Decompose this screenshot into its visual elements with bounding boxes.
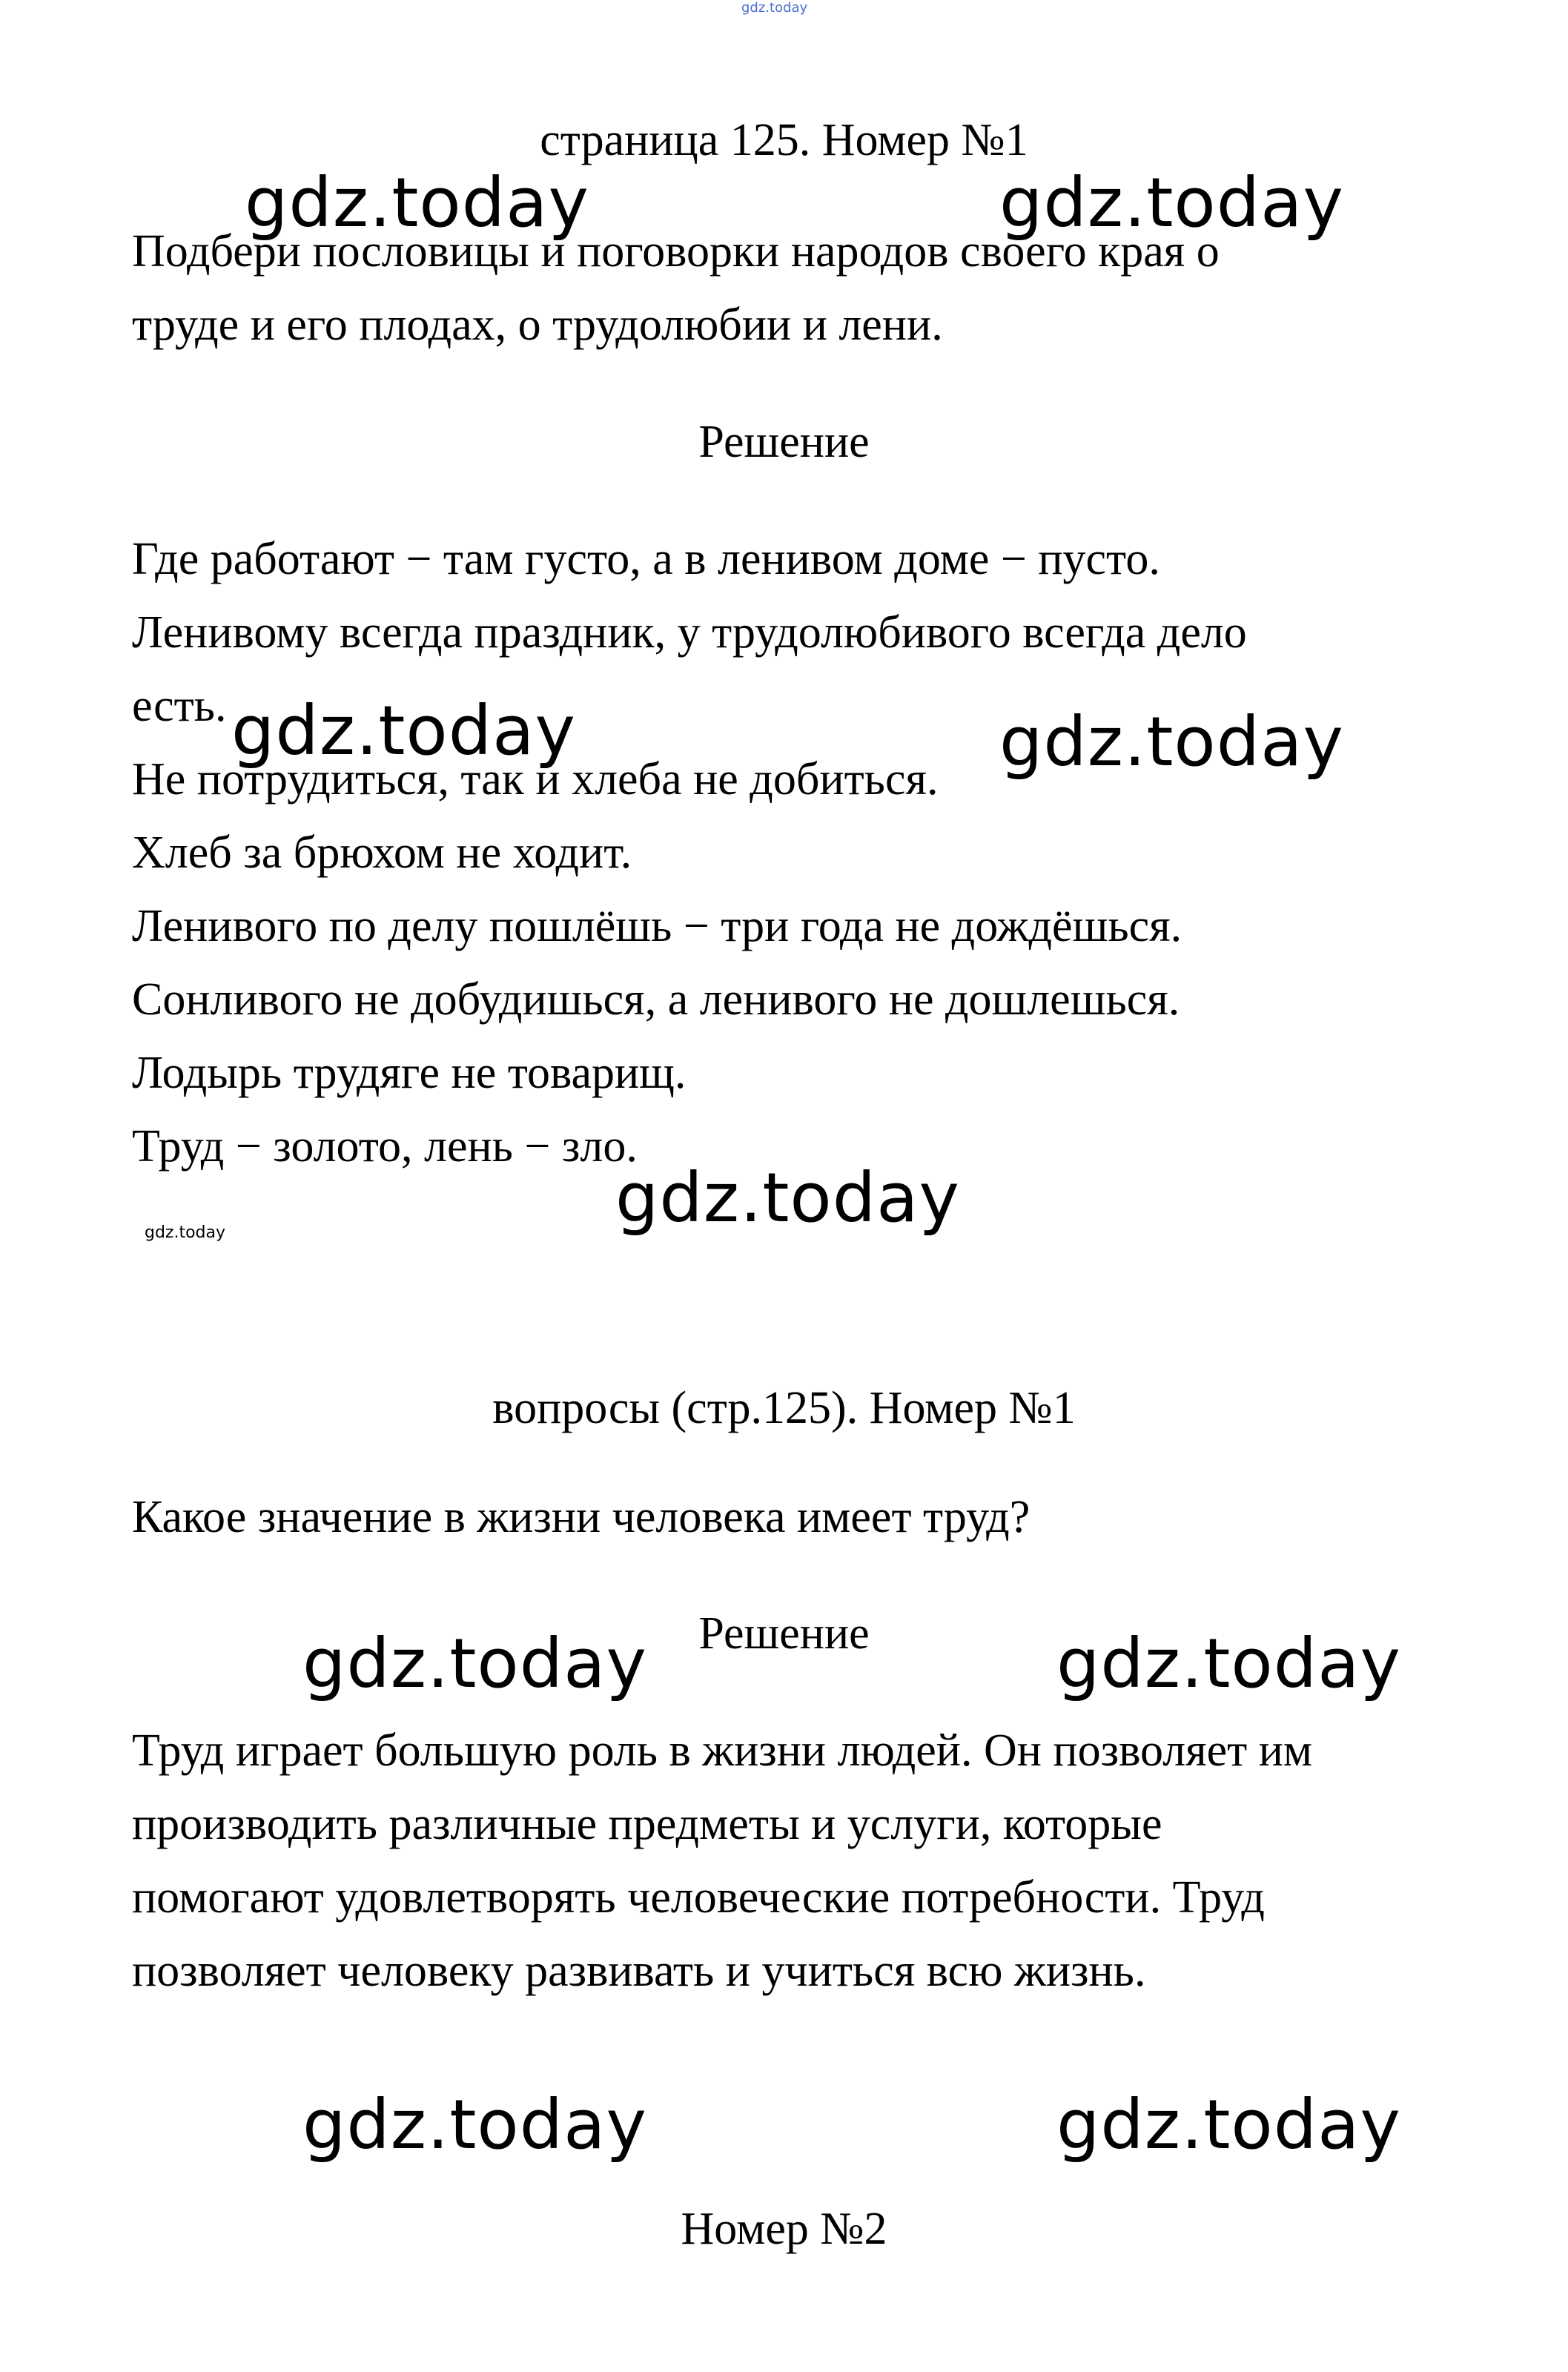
section1-answer-line: Где работают − там густо, а в ленивом доме − пусто. — [132, 534, 1160, 584]
section2-question: Какое значение в жизни человека имеет труд? — [132, 1492, 1031, 1542]
section1-task-line: труде и его плодах, о трудолюбии и лени. — [132, 300, 943, 350]
section2-answer-line: производить различные предметы и услуги, которые — [132, 1799, 1162, 1849]
watermark-small: gdz.today — [145, 1223, 226, 1242]
watermark: gdz.today — [1056, 2085, 1401, 2164]
section2-heading: вопросы (стр.125). Номер №1 — [492, 1383, 1076, 1433]
section1-answer-line: Труд − золото, лень − зло. — [132, 1121, 638, 1172]
watermark: gdz.today — [999, 702, 1344, 782]
section1-solution-label: Решение — [698, 417, 870, 467]
section1-answer-line: Хлеб за брюхом не ходит. — [132, 827, 632, 878]
watermark: gdz.today — [231, 691, 576, 770]
section1-task-line: Подбери пословицы и поговорки народов своего края о — [132, 226, 1220, 277]
watermark-top-small: gdz.today — [741, 0, 808, 16]
watermark: gdz.today — [302, 2085, 647, 2164]
section3-heading: Номер №2 — [681, 2204, 887, 2254]
section2-answer-line: Труд играет большую роль в жизни людей. Он позволяет им — [132, 1725, 1313, 1776]
section2-solution-label: Решение — [698, 1608, 870, 1659]
watermark: gdz.today — [1056, 1624, 1401, 1703]
section1-answer-line: Ленивому всегда праздник, у трудолюбивого всегда дело — [132, 607, 1247, 658]
watermark: gdz.today — [999, 163, 1344, 242]
watermark: gdz.today — [615, 1158, 960, 1238]
section2-answer-line: помогают удовлетворять человеческие потребности. Труд — [132, 1872, 1265, 1923]
section1-answer-line: Лодырь трудяге не товарищ. — [132, 1048, 687, 1098]
section2-answer-line: позволяет человеку развивать и учиться всю жизнь. — [132, 1946, 1146, 1996]
section1-heading: страница 125. Номер №1 — [540, 115, 1028, 165]
section1-answer-line: Ленивого по делу пошлёшь − три года не дождёшься. — [132, 901, 1182, 951]
section1-answer-line: Сонливого не добудишься, а ленивого не дошлешься. — [132, 974, 1180, 1025]
section1-answer-line: Не потрудиться, так и хлеба не добиться. — [132, 754, 939, 805]
watermark: gdz.today — [245, 163, 589, 242]
watermark: gdz.today — [302, 1624, 647, 1703]
section1-answer-line: есть. — [132, 681, 227, 731]
